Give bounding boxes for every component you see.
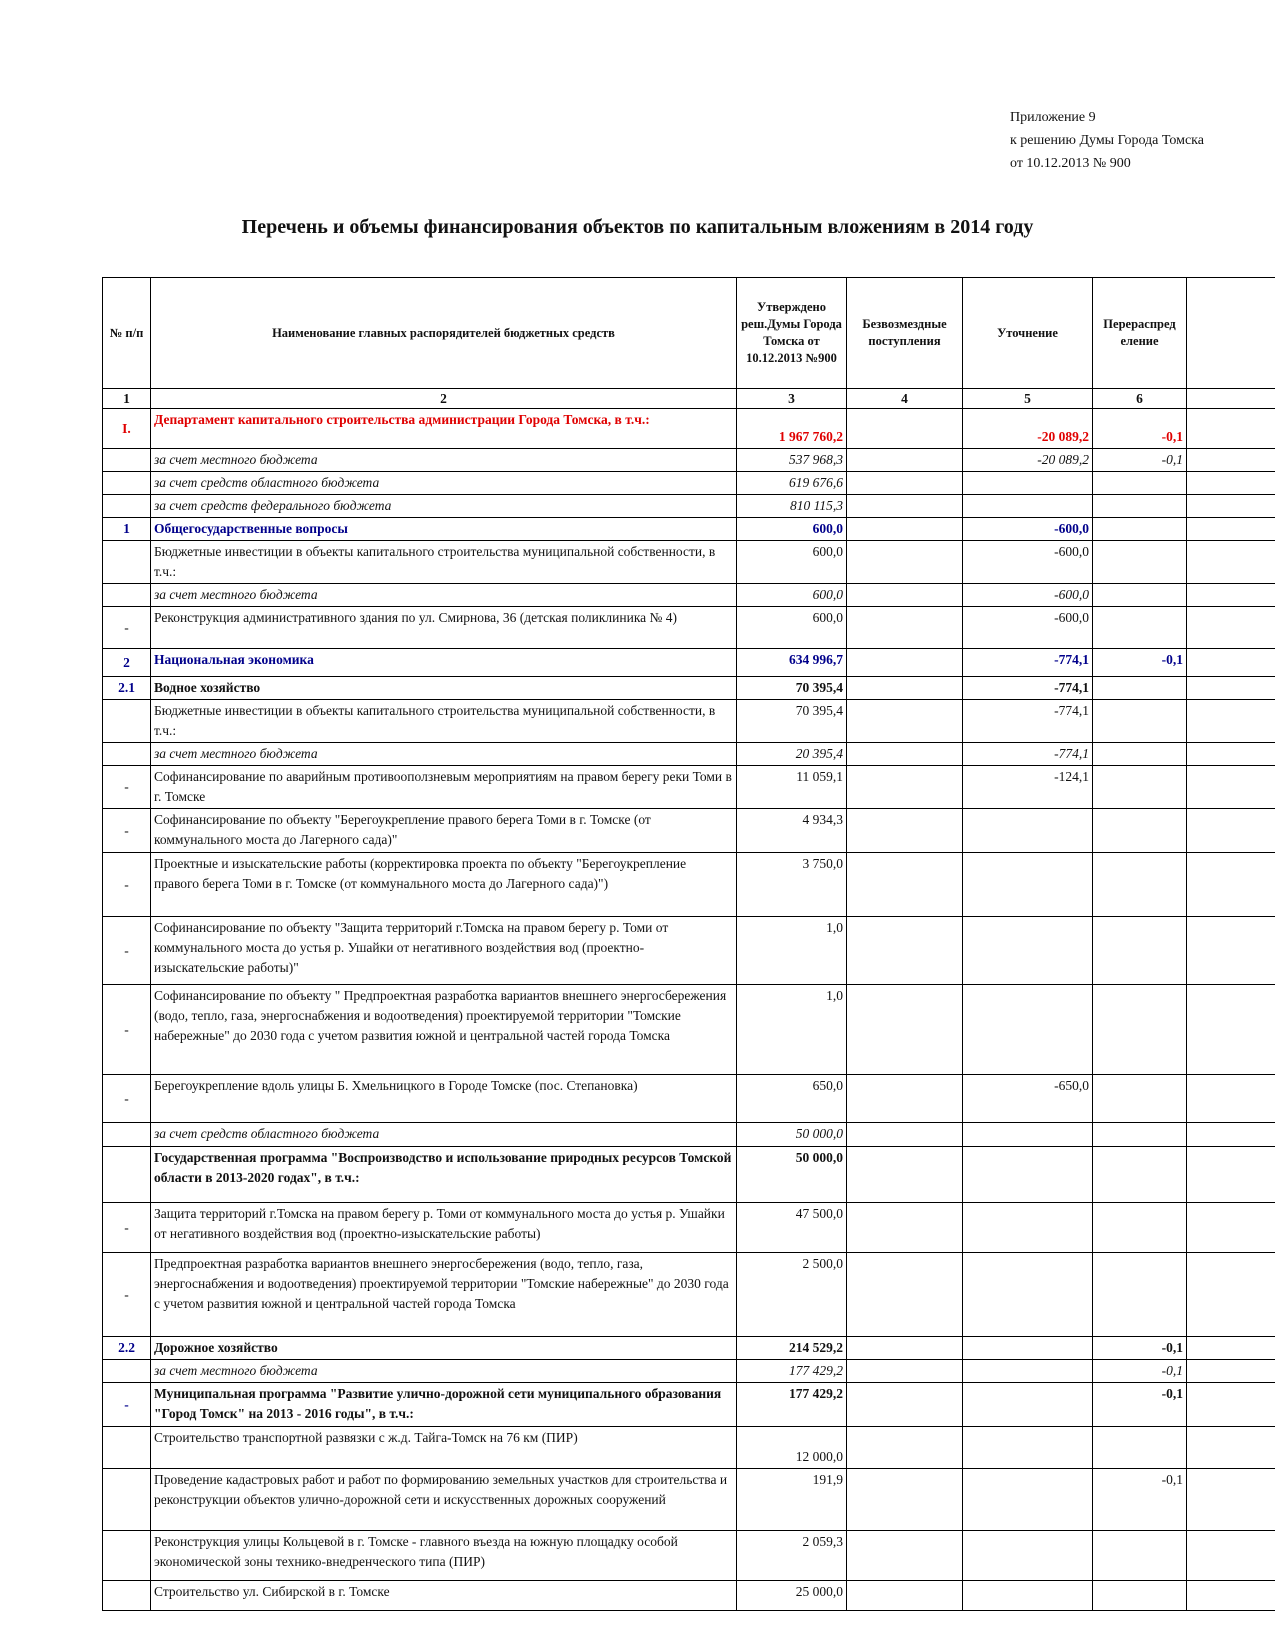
table-row bbox=[103, 1075, 1275, 1123]
col-number: 3 bbox=[737, 389, 847, 409]
value-extra bbox=[1187, 1147, 1275, 1203]
value-approved: 600,0 bbox=[737, 607, 847, 649]
table-row bbox=[103, 985, 1275, 1075]
value-extra bbox=[1187, 1360, 1275, 1383]
col-number: 2 bbox=[151, 389, 737, 409]
value-approved: 11 059,1 bbox=[737, 766, 847, 809]
row-number: - bbox=[103, 809, 151, 853]
value-extra bbox=[1187, 985, 1275, 1075]
col-number: 1 bbox=[103, 389, 151, 409]
table-row bbox=[103, 1337, 1275, 1360]
row-number bbox=[103, 1469, 151, 1531]
value-clarification: -774,1 bbox=[963, 743, 1093, 766]
value-extra bbox=[1187, 809, 1275, 853]
table-row bbox=[103, 1360, 1275, 1383]
value-grants bbox=[847, 472, 963, 495]
value-extra bbox=[1187, 1427, 1275, 1469]
value-redistribution: -0,1 bbox=[1093, 1469, 1187, 1531]
row-number bbox=[103, 472, 151, 495]
value-approved: 634 996,7 bbox=[737, 649, 847, 677]
value-extra bbox=[1187, 495, 1275, 518]
row-name: Водное хозяйство bbox=[151, 677, 737, 700]
row-number bbox=[103, 495, 151, 518]
value-approved: 191,9 bbox=[737, 1469, 847, 1531]
value-extra bbox=[1187, 584, 1275, 607]
value-redistribution: -0,1 bbox=[1093, 409, 1187, 449]
value-extra bbox=[1187, 1203, 1275, 1253]
value-redistribution bbox=[1093, 1075, 1187, 1123]
value-redistribution bbox=[1093, 1147, 1187, 1203]
value-grants bbox=[847, 1075, 963, 1123]
value-grants bbox=[847, 607, 963, 649]
row-name: Муниципальная программа "Развитие улично-дорожной сети муниципального образования "Город Томск" на 2013 - 2016 годы", в т.ч.: bbox=[151, 1383, 737, 1427]
row-number bbox=[103, 1581, 151, 1611]
row-number bbox=[103, 1531, 151, 1581]
col-header-number: № п/п bbox=[103, 278, 151, 389]
value-clarification bbox=[963, 1531, 1093, 1581]
table-row bbox=[103, 607, 1275, 649]
table-row bbox=[103, 409, 1275, 449]
value-grants bbox=[847, 1531, 963, 1581]
value-extra bbox=[1187, 677, 1275, 700]
col-header-approved: Утверждено реш.Думы Города Томска от 10.12.2013 №900 bbox=[737, 278, 847, 389]
value-redistribution bbox=[1093, 985, 1187, 1075]
col-number-extra bbox=[1187, 389, 1275, 409]
table-row bbox=[103, 584, 1275, 607]
table-row bbox=[103, 766, 1275, 809]
row-number bbox=[103, 700, 151, 743]
value-clarification bbox=[963, 1581, 1093, 1611]
value-clarification bbox=[963, 917, 1093, 985]
value-extra bbox=[1187, 607, 1275, 649]
value-clarification: -650,0 bbox=[963, 1075, 1093, 1123]
value-clarification bbox=[963, 1253, 1093, 1337]
appendix-label: Приложение 9 bbox=[1010, 110, 1096, 125]
value-extra bbox=[1187, 1075, 1275, 1123]
table-row bbox=[103, 518, 1275, 541]
table-row bbox=[103, 1253, 1275, 1337]
value-clarification bbox=[963, 1147, 1093, 1203]
value-clarification: -774,1 bbox=[963, 700, 1093, 743]
value-clarification bbox=[963, 853, 1093, 917]
table-row bbox=[103, 677, 1275, 700]
row-name: Проектные и изыскательские работы (корректировка проекта по объекту "Берегоукрепление правого берега Томи в г. Томске (от коммунального моста до Лагерного сада)") bbox=[151, 853, 737, 917]
table-row bbox=[103, 1203, 1275, 1253]
value-redistribution bbox=[1093, 766, 1187, 809]
value-approved: 600,0 bbox=[737, 541, 847, 584]
row-number: - bbox=[103, 1253, 151, 1337]
row-name: Софинансирование по аварийным противооползневым мероприятиям на правом берегу реки Томи в г. Томске bbox=[151, 766, 737, 809]
value-approved: 50 000,0 bbox=[737, 1123, 847, 1147]
value-clarification bbox=[963, 1427, 1093, 1469]
row-name: Проведение кадастровых работ и работ по формированию земельных участков для строительства и реконструкции объектов улично-дорожной сети и искусственных дорожных сооружений bbox=[151, 1469, 737, 1531]
value-approved: 214 529,2 bbox=[737, 1337, 847, 1360]
row-number bbox=[103, 1427, 151, 1469]
value-grants bbox=[847, 743, 963, 766]
row-name: за счет средств федерального бюджета bbox=[151, 495, 737, 518]
value-extra bbox=[1187, 541, 1275, 584]
value-extra bbox=[1187, 700, 1275, 743]
row-number: - bbox=[103, 1203, 151, 1253]
row-name: Реконструкция улицы Кольцевой в г. Томске - главного въезда на южную площадку особой экономической зоны технико-внедренческого типа (ПИР) bbox=[151, 1531, 737, 1581]
value-approved: 4 934,3 bbox=[737, 809, 847, 853]
value-redistribution bbox=[1093, 1203, 1187, 1253]
value-redistribution: -0,1 bbox=[1093, 649, 1187, 677]
value-grants bbox=[847, 1360, 963, 1383]
table-row bbox=[103, 700, 1275, 743]
value-extra bbox=[1187, 1337, 1275, 1360]
value-grants bbox=[847, 1147, 963, 1203]
value-approved: 2 059,3 bbox=[737, 1531, 847, 1581]
value-redistribution bbox=[1093, 809, 1187, 853]
value-approved: 3 750,0 bbox=[737, 853, 847, 917]
value-clarification bbox=[963, 809, 1093, 853]
table-row bbox=[103, 1383, 1275, 1427]
row-name: Департамент капитального строительства администрации Города Томска, в т.ч.: bbox=[151, 409, 737, 449]
value-approved: 810 115,3 bbox=[737, 495, 847, 518]
row-number: 1 bbox=[103, 518, 151, 541]
value-grants bbox=[847, 449, 963, 472]
value-redistribution bbox=[1093, 853, 1187, 917]
value-clarification: -124,1 bbox=[963, 766, 1093, 809]
row-name: за счет средств областного бюджета bbox=[151, 1123, 737, 1147]
row-number: - bbox=[103, 985, 151, 1075]
row-number: - bbox=[103, 917, 151, 985]
col-header-clarification: Уточнение bbox=[963, 278, 1093, 389]
row-number bbox=[103, 584, 151, 607]
value-grants bbox=[847, 1469, 963, 1531]
row-name: Национальная экономика bbox=[151, 649, 737, 677]
value-grants bbox=[847, 766, 963, 809]
value-redistribution: -0,1 bbox=[1093, 1337, 1187, 1360]
row-number bbox=[103, 449, 151, 472]
table-row bbox=[103, 853, 1275, 917]
row-name: Государственная программа "Воспроизводство и использование природных ресурсов Томской области в 2013-2020 годах", в т.ч.: bbox=[151, 1147, 737, 1203]
row-name: за счет средств областного бюджета bbox=[151, 472, 737, 495]
value-extra bbox=[1187, 1253, 1275, 1337]
table-row bbox=[103, 449, 1275, 472]
col-header-redistribution: Перераспред еление bbox=[1093, 278, 1187, 389]
value-approved: 537 968,3 bbox=[737, 449, 847, 472]
value-clarification bbox=[963, 1360, 1093, 1383]
row-number: 2.2 bbox=[103, 1337, 151, 1360]
row-name: Бюджетные инвестиции в объекты капитального строительства муниципальной собственности, в т.ч.: bbox=[151, 700, 737, 743]
financing-table bbox=[102, 277, 1275, 1611]
header-row bbox=[103, 278, 1275, 389]
value-clarification bbox=[963, 1337, 1093, 1360]
value-grants bbox=[847, 1203, 963, 1253]
value-extra bbox=[1187, 409, 1275, 449]
col-header-name: Наименование главных распорядителей бюджетных средств bbox=[151, 278, 737, 389]
value-clarification bbox=[963, 1469, 1093, 1531]
table-row bbox=[103, 495, 1275, 518]
value-approved: 47 500,0 bbox=[737, 1203, 847, 1253]
value-extra bbox=[1187, 1581, 1275, 1611]
row-name: за счет местного бюджета bbox=[151, 743, 737, 766]
table-row bbox=[103, 917, 1275, 985]
col-header-extra bbox=[1187, 278, 1275, 389]
value-clarification: -774,1 bbox=[963, 649, 1093, 677]
value-extra bbox=[1187, 743, 1275, 766]
row-number: - bbox=[103, 853, 151, 917]
row-name: за счет местного бюджета bbox=[151, 1360, 737, 1383]
row-number bbox=[103, 1147, 151, 1203]
row-number: - bbox=[103, 766, 151, 809]
table-row bbox=[103, 1123, 1275, 1147]
table-row bbox=[103, 1531, 1275, 1581]
value-approved: 70 395,4 bbox=[737, 700, 847, 743]
col-header-grants: Безвозмездные поступления bbox=[847, 278, 963, 389]
row-name: Софинансирование по объекту "Защита территорий г.Томска на правом берегу р. Томи от коммунального моста до устья р. Ушайки от негативного воздействия вод (проектно-изыскательские работы)" bbox=[151, 917, 737, 985]
value-approved: 650,0 bbox=[737, 1075, 847, 1123]
table-row bbox=[103, 1469, 1275, 1531]
value-redistribution: -0,1 bbox=[1093, 1383, 1187, 1427]
row-number bbox=[103, 1123, 151, 1147]
value-grants bbox=[847, 409, 963, 449]
value-approved: 70 395,4 bbox=[737, 677, 847, 700]
table-row bbox=[103, 541, 1275, 584]
value-redistribution: -0,1 bbox=[1093, 449, 1187, 472]
value-approved: 25 000,0 bbox=[737, 1581, 847, 1611]
decision-ref: к решению Думы Города Томска bbox=[1010, 133, 1204, 148]
value-grants bbox=[847, 985, 963, 1075]
col-number: 5 bbox=[963, 389, 1093, 409]
row-name: Реконструкция административного здания по ул. Смирнова, 36 (детская поликлиника № 4) bbox=[151, 607, 737, 649]
value-grants bbox=[847, 518, 963, 541]
value-grants bbox=[847, 700, 963, 743]
value-grants bbox=[847, 917, 963, 985]
value-clarification bbox=[963, 495, 1093, 518]
value-extra bbox=[1187, 1123, 1275, 1147]
row-name: Предпроектная разработка вариантов внешнего энергосбережения (водо, тепло, газа, энергоснабжения и водоотведения) проектируемой территории "Томские набережные" до 2030 года с учетом развития южной и центральной частей города Томска bbox=[151, 1253, 737, 1337]
value-grants bbox=[847, 541, 963, 584]
value-clarification: -600,0 bbox=[963, 607, 1093, 649]
value-clarification: -20 089,2 bbox=[963, 409, 1093, 449]
col-number: 6 bbox=[1093, 389, 1187, 409]
value-approved: 2 500,0 bbox=[737, 1253, 847, 1337]
row-name: Софинансирование по объекту "Берегоукрепление правого берега Томи в г. Томске (от коммунального моста до Лагерного сада)" bbox=[151, 809, 737, 853]
value-grants bbox=[847, 853, 963, 917]
value-clarification: -600,0 bbox=[963, 584, 1093, 607]
value-redistribution bbox=[1093, 700, 1187, 743]
row-number bbox=[103, 1360, 151, 1383]
decision-date: от 10.12.2013 № 900 bbox=[1010, 156, 1131, 171]
row-name: Бюджетные инвестиции в объекты капитального строительства муниципальной собственности, в т.ч.: bbox=[151, 541, 737, 584]
value-extra bbox=[1187, 649, 1275, 677]
row-number: - bbox=[103, 1075, 151, 1123]
row-name: Берегоукрепление вдоль улицы Б. Хмельницкого в Городе Томске (пос. Степановка) bbox=[151, 1075, 737, 1123]
value-extra bbox=[1187, 518, 1275, 541]
row-name: Дорожное хозяйство bbox=[151, 1337, 737, 1360]
value-grants bbox=[847, 1581, 963, 1611]
value-grants bbox=[847, 809, 963, 853]
value-redistribution bbox=[1093, 607, 1187, 649]
page-title: Перечень и объемы финансирования объектов по капитальным вложениям в 2014 году bbox=[241, 216, 1034, 238]
value-approved: 1,0 bbox=[737, 917, 847, 985]
value-extra bbox=[1187, 1469, 1275, 1531]
row-number: - bbox=[103, 1383, 151, 1427]
value-extra bbox=[1187, 853, 1275, 917]
value-approved: 1,0 bbox=[737, 985, 847, 1075]
value-grants bbox=[847, 495, 963, 518]
row-name: Защита территорий г.Томска на правом берегу р. Томи от коммунального моста до устья р. Ушайки от негативного воздействия вод (проектно-изыскательские работы) bbox=[151, 1203, 737, 1253]
row-number: 2 bbox=[103, 649, 151, 677]
value-extra bbox=[1187, 1531, 1275, 1581]
value-approved: 50 000,0 bbox=[737, 1147, 847, 1203]
value-redistribution bbox=[1093, 518, 1187, 541]
value-grants bbox=[847, 1337, 963, 1360]
row-number: I. bbox=[103, 409, 151, 449]
value-redistribution bbox=[1093, 743, 1187, 766]
value-clarification: -774,1 bbox=[963, 677, 1093, 700]
table-row bbox=[103, 649, 1275, 677]
value-approved: 177 429,2 bbox=[737, 1360, 847, 1383]
value-grants bbox=[847, 677, 963, 700]
row-number bbox=[103, 541, 151, 584]
value-redistribution bbox=[1093, 1581, 1187, 1611]
value-redistribution bbox=[1093, 541, 1187, 584]
table-row bbox=[103, 743, 1275, 766]
column-number-row bbox=[103, 389, 1275, 409]
value-redistribution bbox=[1093, 1427, 1187, 1469]
value-extra bbox=[1187, 766, 1275, 809]
value-grants bbox=[847, 1427, 963, 1469]
value-extra bbox=[1187, 1383, 1275, 1427]
value-clarification: -20 089,2 bbox=[963, 449, 1093, 472]
value-grants bbox=[847, 649, 963, 677]
row-number: - bbox=[103, 607, 151, 649]
row-name: Строительство ул. Сибирской в г. Томске bbox=[151, 1581, 737, 1611]
value-extra bbox=[1187, 449, 1275, 472]
row-name: за счет местного бюджета bbox=[151, 449, 737, 472]
value-clarification bbox=[963, 1203, 1093, 1253]
value-approved: 619 676,6 bbox=[737, 472, 847, 495]
document-header bbox=[1010, 106, 1204, 175]
value-clarification bbox=[963, 1383, 1093, 1427]
table-row bbox=[103, 1581, 1275, 1611]
value-clarification bbox=[963, 472, 1093, 495]
value-clarification: -600,0 bbox=[963, 518, 1093, 541]
row-number: 2.1 bbox=[103, 677, 151, 700]
table-row bbox=[103, 472, 1275, 495]
value-extra bbox=[1187, 917, 1275, 985]
row-name: Строительство транспортной развязки с ж.д. Тайга-Томск на 76 км (ПИР) bbox=[151, 1427, 737, 1469]
value-approved: 600,0 bbox=[737, 518, 847, 541]
value-redistribution: -0,1 bbox=[1093, 1360, 1187, 1383]
value-grants bbox=[847, 584, 963, 607]
row-number bbox=[103, 743, 151, 766]
col-number: 4 bbox=[847, 389, 963, 409]
value-approved: 177 429,2 bbox=[737, 1383, 847, 1427]
value-approved: 20 395,4 bbox=[737, 743, 847, 766]
table-row bbox=[103, 1147, 1275, 1203]
value-redistribution bbox=[1093, 584, 1187, 607]
value-approved: 12 000,0 bbox=[737, 1427, 847, 1469]
value-redistribution bbox=[1093, 472, 1187, 495]
value-grants bbox=[847, 1123, 963, 1147]
row-name: за счет местного бюджета bbox=[151, 584, 737, 607]
value-clarification bbox=[963, 1123, 1093, 1147]
value-grants bbox=[847, 1383, 963, 1427]
value-redistribution bbox=[1093, 1531, 1187, 1581]
value-redistribution bbox=[1093, 917, 1187, 985]
value-clarification: -600,0 bbox=[963, 541, 1093, 584]
value-grants bbox=[847, 1253, 963, 1337]
value-clarification bbox=[963, 985, 1093, 1075]
row-name: Общегосударственные вопросы bbox=[151, 518, 737, 541]
table-row bbox=[103, 1427, 1275, 1469]
row-name: Софинансирование по объекту " Предпроектная разработка вариантов внешнего энергосбережения (водо, тепло, газа, энергоснабжения и водоотведения) проектируемой территории "Томские набережные" до 2030 года с учетом развития южной и центральной частей города Томска bbox=[151, 985, 737, 1075]
value-extra bbox=[1187, 472, 1275, 495]
value-redistribution bbox=[1093, 677, 1187, 700]
value-redistribution bbox=[1093, 1253, 1187, 1337]
value-approved: 1 967 760,2 bbox=[737, 409, 847, 449]
value-redistribution bbox=[1093, 1123, 1187, 1147]
table-row bbox=[103, 809, 1275, 853]
value-redistribution bbox=[1093, 495, 1187, 518]
value-approved: 600,0 bbox=[737, 584, 847, 607]
